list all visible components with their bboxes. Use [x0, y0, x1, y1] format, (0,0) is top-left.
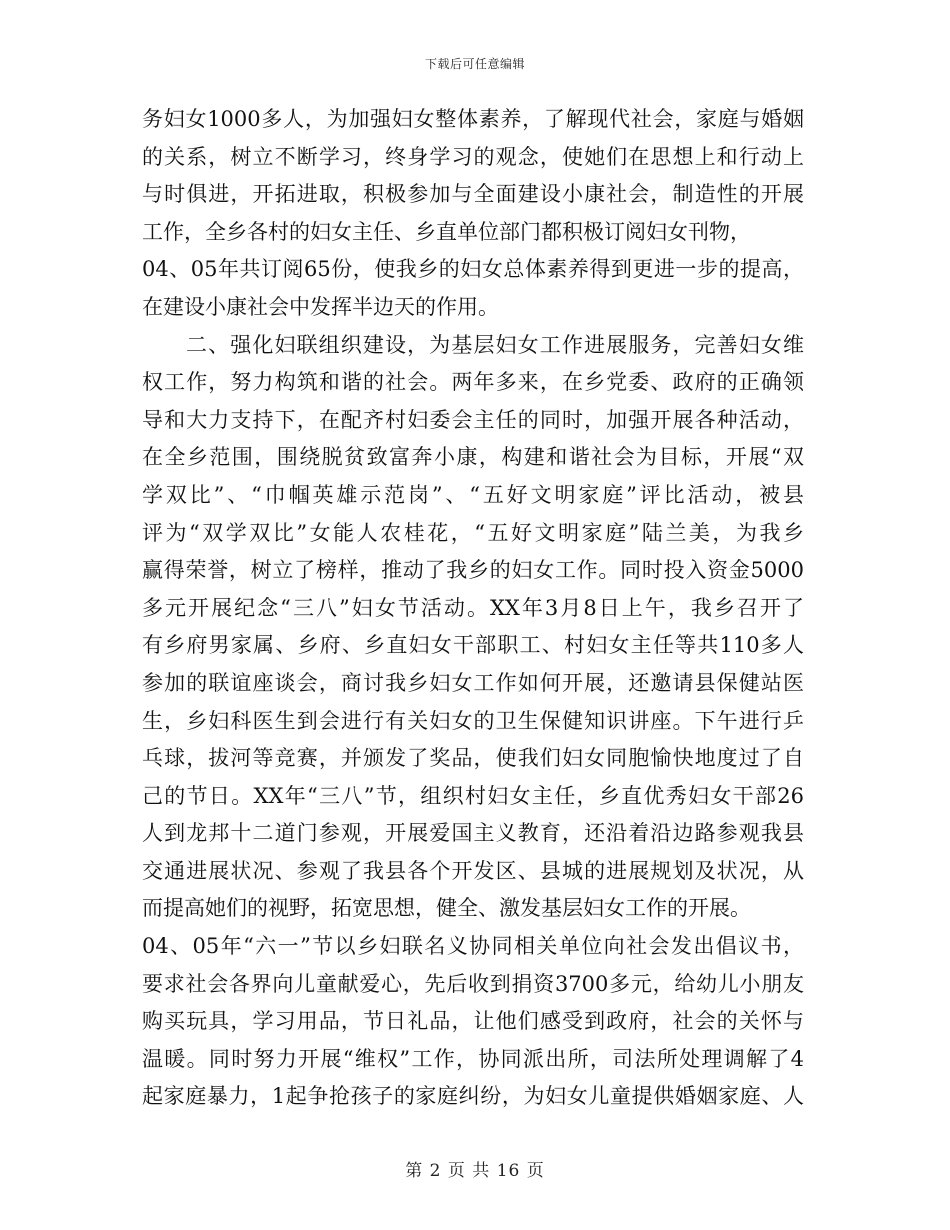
text-line: 导和大力支持下，在配齐村妇委会主任的同时，加强开展各种活动，	[142, 407, 804, 432]
text-line: 与时俱进，开拓进取，积极参加与全面建设小康社会，制造性的开展	[142, 182, 804, 207]
text-line: 的关系，树立不断学习，终身学习的观念，使她们在思想上和行动上	[142, 144, 804, 169]
text-line: 04、05年共订阅65份，使我乡的妇女总体素养得到更进一步的提高，	[142, 257, 804, 282]
text-line: 在全乡范围，围绕脱贫致富奔小康，构建和谐社会为目标，开展“双	[142, 445, 804, 470]
text-line: 04、05年“六一”节以乡妇联名义协同相关单位向社会发出倡议书，	[142, 934, 804, 959]
text-line: 要求社会各界向儿童献爱心，先后收到捐资3700多元，给幼儿小朋友	[142, 971, 804, 996]
text-line: 而提高她们的视野，拓宽思想，健全、激发基层妇女工作的开展。	[142, 896, 751, 921]
text-line: 赢得荣誉，树立了榜样，推动了我乡的妇女工作。同时投入资金5000	[142, 558, 804, 583]
text-line: 工作，全乡各村的妇女主任、乡直单位部门都积极订阅妇女刊物，	[142, 219, 751, 244]
text-line: 学双比”、“巾帼英雄示范岗”、“五好文明家庭”评比活动，被县	[142, 482, 804, 507]
text-line: 评为“双学双比”女能人农桂花，“五好文明家庭”陆兰美，为我乡	[142, 520, 804, 545]
paragraph-2-first-line: 二、强化妇联组织建设，为基层妇女工作进展服务，完善妇女维	[186, 332, 804, 357]
text-line: 温暖。同时努力开展“维权”工作，协同派出所，司法所处理调解了4	[142, 1046, 804, 1071]
document-body	[142, 101, 804, 1116]
text-line: 参加的联谊座谈会，商讨我乡妇女工作如何开展，还邀请县保健站医	[142, 670, 804, 695]
text-line: 务妇女1000多人，为加强妇女整体素养，了解现代社会，家庭与婚姻	[142, 107, 804, 131]
page-number-footer: 第 2 页 共 16 页	[405, 1161, 545, 1181]
text-line: 起家庭暴力，1起争抢孩子的家庭纠纷，为妇女儿童提供婚姻家庭、人	[142, 1084, 804, 1109]
text-line: 权工作，努力构筑和谐的社会。两年多来，在乡党委、政府的正确领	[142, 370, 804, 395]
text-line: 多元开展纪念“三八”妇女节活动。XX年3月8日上午，我乡召开了	[142, 595, 804, 620]
text-line: 人到龙邦十二道门参观，开展爱国主义教育，还沿着沿边路参观我县	[142, 821, 804, 846]
text-line: 在建设小康社会中发挥半边天的作用。	[142, 294, 499, 319]
text-line: 有乡府男家属、乡府、乡直妇女干部职工、村妇女主任等共110多人	[142, 633, 804, 658]
text-line: 购买玩具，学习用品，节日礼品，让他们感受到政府，社会的关怀与	[142, 1009, 804, 1034]
page-header-note: 下载后可任意编辑	[424, 57, 525, 71]
text-line: 己的节日。XX年“三八”节，组织村妇女主任，乡直优秀妇女干部26	[142, 783, 804, 808]
text-line: 乓球，拔河等竞赛，并颁发了奖品，使我们妇女同胞愉快地度过了自	[142, 746, 804, 771]
text-line: 交通进展状况、参观了我县各个开发区、县城的进展规划及状况，从	[142, 858, 804, 883]
text-line: 生，乡妇科医生到会进行有关妇女的卫生保健知识讲座。下午进行乒	[142, 708, 804, 733]
